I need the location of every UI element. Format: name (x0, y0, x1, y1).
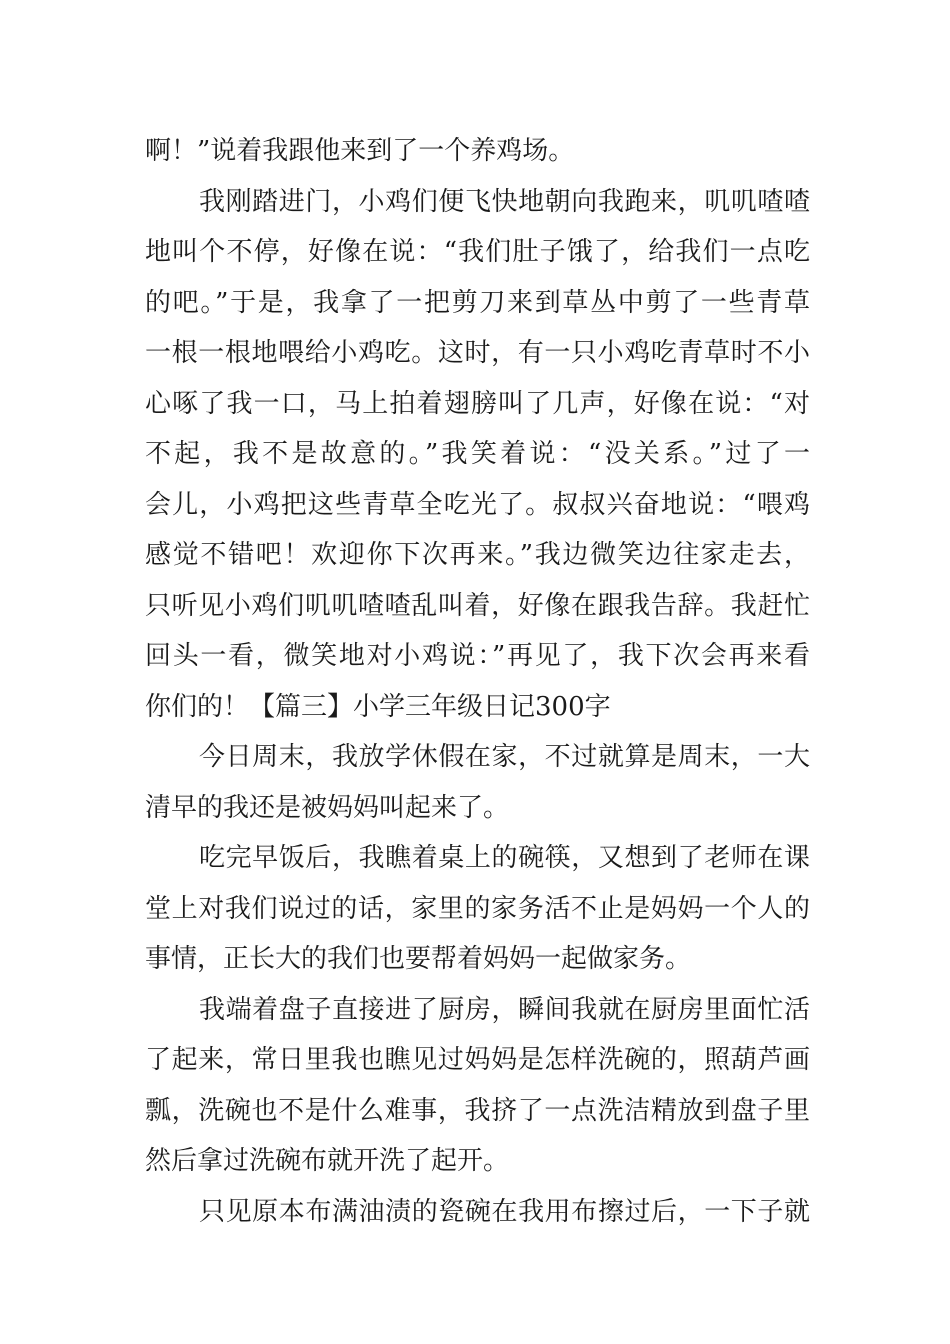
text-line: 心啄了我一口，马上拍着翅膀叫了几声，好像在说：“对 (145, 388, 810, 419)
text-line: 只听见小鸡们叽叽喳喳乱叫着，好像在跟我告辞。我赶忙 (145, 590, 810, 621)
text-line: 不起，我不是故意的。”我笑着说：“没关系。”过了一 (145, 439, 810, 469)
text-line: 堂上对我们说过的话，家里的家务活不止是妈妈一个人的 (145, 893, 810, 924)
text-line: 然后拿过洗碗布就开洗了起开。 (145, 1146, 510, 1176)
text-line: 事情，正长大的我们也要帮着妈妈一起做家务。 (145, 944, 692, 974)
text-line: 清早的我还是被妈妈叫起来了。 (145, 792, 510, 823)
text-line: 吃完早饭后，我瞧着桌上的碗筷，又想到了老师在课 (199, 843, 810, 873)
text-line: 我刚踏进门，小鸡们便飞快地朝向我跑来，叽叽喳喳 (199, 186, 810, 217)
text-line: 你们的！【篇三】小学三年级日记300字 (145, 691, 611, 722)
body-text (145, 126, 810, 1237)
text-line: 一根一根地喂给小鸡吃。这时，有一只小鸡吃青草时不小 (145, 338, 810, 368)
text-line: 只见原本布满油渍的瓷碗在我用布擦过后，一下子就 (199, 1196, 810, 1227)
text-line: 了起来，常日里我也瞧见过妈妈是怎样洗碗的，照葫芦画 (145, 1045, 810, 1075)
text-line: 地叫个不停，好像在说：“我们肚子饿了，给我们一点吃 (145, 237, 810, 267)
text-line: 瓢，洗碗也不是什么难事，我挤了一点洗洁精放到盘子里 (145, 1095, 810, 1126)
text-line: 的吧。”于是，我拿了一把剪刀来到草丛中剪了一些青草 (145, 287, 810, 318)
text-line: 感觉不错吧！欢迎你下次再来。”我边微笑边往家走去， (145, 540, 810, 570)
text-line: 我端着盘子直接进了厨房，瞬间我就在厨房里面忙活 (199, 994, 810, 1025)
text-line: 今日周末，我放学休假在家，不过就算是周末，一大 (199, 742, 810, 772)
text-line: 啊！”说着我跟他来到了一个养鸡场。 (145, 136, 575, 166)
text-line: 回头一看，微笑地对小鸡说：”再见了，我下次会再来看 (145, 641, 810, 671)
text-line: 会儿，小鸡把这些青草全吃光了。叔叔兴奋地说：“喂鸡 (145, 489, 810, 520)
